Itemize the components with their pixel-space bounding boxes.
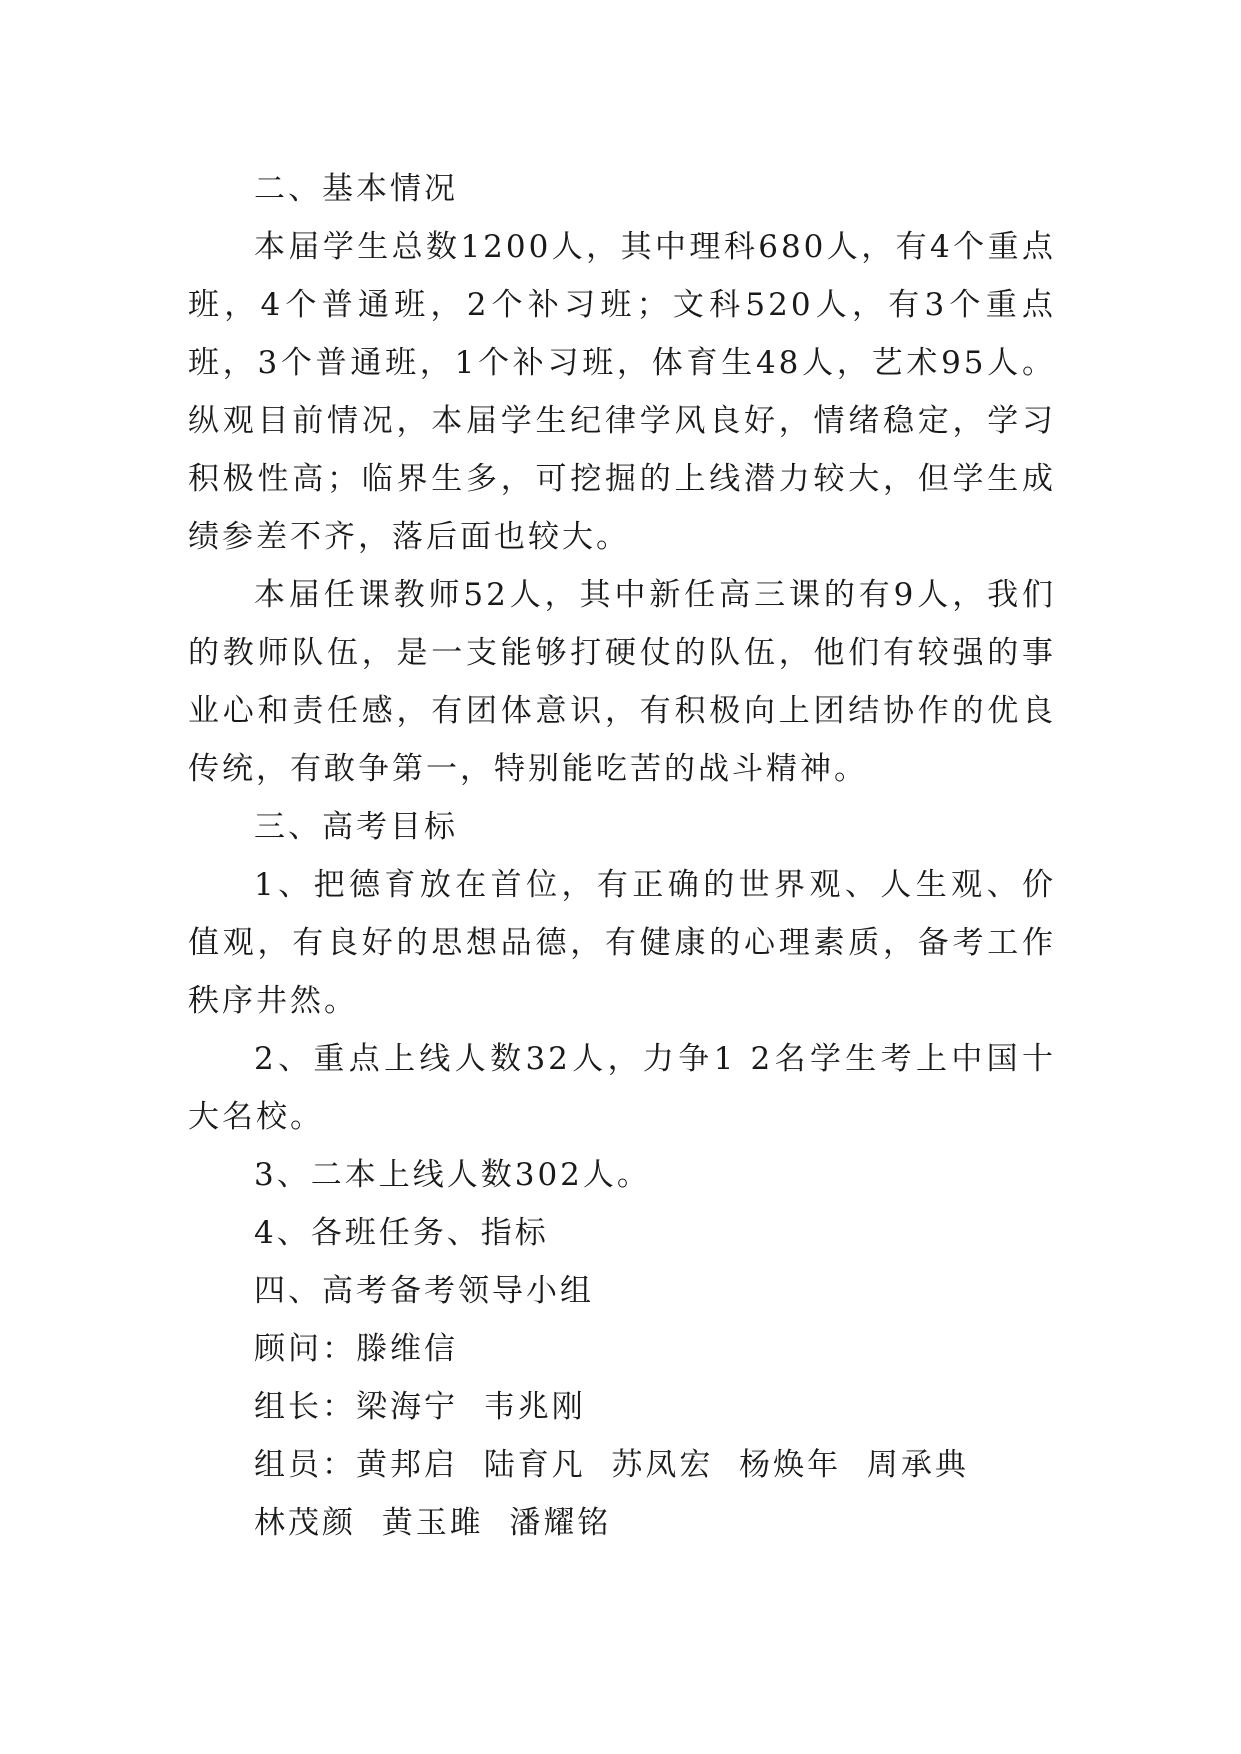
goal-item-4: 4、各班任务、指标: [254, 1215, 549, 1251]
goal-item-1: 1、把德育放在首位，有正确的世界观、人生观、价值观，有良好的思想品德，有健康的心理素质，备考工作秩序井然。: [188, 867, 1056, 1019]
section-heading-exam-goals: 三、高考目标: [254, 809, 458, 845]
goal-item-2: 2、重点上线人数32人，力争1 2名学生考上中国十大名校。: [188, 1041, 1056, 1135]
advisor-line: 顾问：滕维信: [254, 1331, 458, 1367]
members-line-continued: 林茂颜 黄玉雎 潘耀铭: [254, 1505, 612, 1541]
paragraph-student-overview: 本届学生总数1200人，其中理科680人，有4个重点班，4个普通班，2个补习班；文科520人，有3个重点班，3个普通班，1个补习班，体育生48人，艺术95人。纵观目前情况，本届学生纪律学风良好，情绪稳定，学习积极性高；临界生多，可挖掘的上线潜力较大，但学生成绩参差不齐，落后面也较大。: [188, 229, 1056, 555]
goal-item-3: 3、二本上线人数302人。: [254, 1157, 651, 1193]
members-line: 组员：黄邦启 陆育凡 苏凤宏 杨焕年 周承典: [254, 1447, 969, 1483]
section-heading-leadership-group: 四、高考备考领导小组: [254, 1273, 594, 1309]
section-heading-basic-situation: 二、基本情况: [254, 171, 458, 207]
document-body: [188, 160, 1056, 1552]
paragraph-teacher-overview: 本届任课教师52人，其中新任高三课的有9人，我们的教师队伍，是一支能够打硬仗的队伍，他们有较强的事业心和责任感，有团体意识，有积极向上团结协作的优良传统，有敢争第一，特别能吃苦的战斗精神。: [188, 577, 1056, 787]
leader-line: 组长：梁海宁 韦兆刚: [254, 1389, 586, 1425]
